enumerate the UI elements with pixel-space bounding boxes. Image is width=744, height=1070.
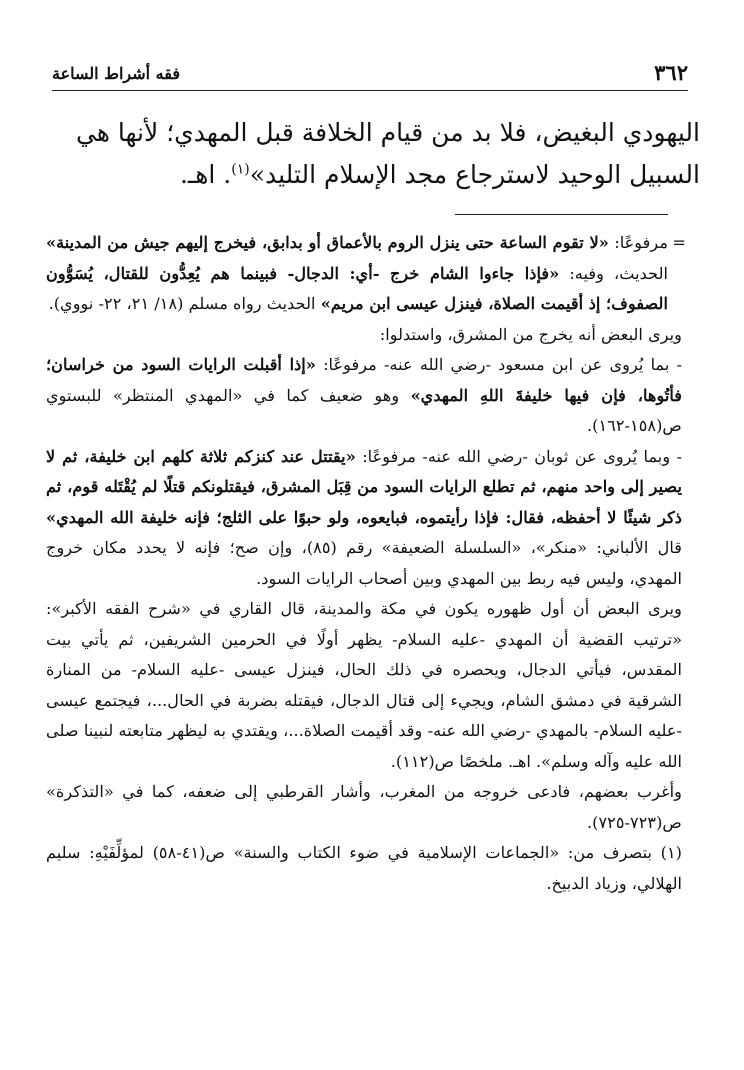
main-line-2	[70, 154, 700, 196]
note-text: وهو ضعيف كما في «المهدي المنتظر» للبستوي ص(١٥٨-١٦٢).	[46, 385, 682, 435]
running-title: فقه أشراط الساعة	[52, 64, 180, 83]
page-header	[52, 58, 688, 88]
note-paragraph-3	[46, 350, 682, 442]
page-number: ٣٦٢	[654, 60, 688, 85]
note-paragraph-6: وأغرب بعضهم، فادعى خروجه من المغرب، وأشار القرطبي إلى ضعفه، كما في «التذكرة» ص(٧٢٣-٧٢٥).	[46, 782, 682, 832]
note-paragraph-4	[46, 442, 682, 595]
note-text: - وبما يُروى عن ثوبان -رضي الله عنه- مرفوعًا:	[355, 446, 683, 466]
main-text	[70, 112, 700, 196]
footnotes	[46, 228, 686, 899]
main-line-2-end: . اهـ.	[179, 160, 232, 189]
main-line-1: اليهودي البغيض، فلا بد من قيام الخلافة قبل المهدي؛ لأنها هي	[75, 118, 700, 147]
note-paragraph-2: ويرى البعض أنه يخرج من المشرق، واستدلوا:	[379, 324, 682, 344]
footnote-separator	[455, 214, 668, 215]
footnote-1: (١) بتصرف من: «الجماعات الإسلامية في ضوء الكتاب والسنة» ص(٤١-٥٨) لمؤلِّفَيْهِ: سليم الهلالي، وزياد الدبيخ.	[46, 843, 682, 893]
note-paragraph-1	[46, 228, 686, 320]
hadith-text: «إذا أقبلت الرايات السود من خراسان؛ فأتُوها، فإن فيها خليفةَ اللهِ المهدي»	[46, 355, 682, 405]
note-text: الحديث رواه مسلم (١٨/ ٢١، ٢٢- نووي).	[48, 294, 321, 313]
hadith-text: «لا تقوم الساعة حتى ينزل الروم بالأعماق أو بدابق، فيخرج إليهم جيش من المدينة»	[46, 233, 609, 252]
note-text: قال الألباني: «منكر»، «السلسلة الضعيفة» رقم (٨٥)، وإن صح؛ فإنه لا يحدد مكان خروج المهدي، وليس فيه ربط بين المهدي وبين أصحاب الرايات السود.	[46, 538, 682, 588]
continuation-mark: =	[672, 233, 686, 252]
note-text: مرفوعًا:	[608, 233, 668, 252]
note-text: - بما يُروى عن ابن مسعود -رضي الله عنه- مرفوعًا:	[315, 355, 683, 374]
main-line-2-text: السبيل الوحيد لاسترجاع مجد الإسلام التليد»	[249, 160, 700, 189]
header-rule	[52, 90, 688, 91]
footnote-marker: (١)	[231, 161, 250, 178]
note-text: الحديث، وفيه:	[559, 263, 668, 283]
hadith-text: «فإذا جاءوا الشام خرج -أي: الدجال- فبينما هم يُعِدُّون للقتال، يُسَوُّون الصفوف؛ إذ أقيمت الصلاة، فينزل عيسى ابن مريم»	[46, 263, 668, 313]
hadith-text: «يقتتل عند كنزكم ثلاثة كلهم ابن خليفة، ثم لا يصير إلى واحد منهم، ثم تطلع الرايات السود من قِبَل المشرق، فيقتلونكم قتلًا لم يُقْتَله قوم، ثم ذكر شيئًا لا أحفظه، فقال: فإذا رأيتموه، فبايعوه، ولو حبوًا على الثلج؛ فإنه خليفة الله المهدي»	[46, 446, 682, 527]
note-paragraph-5: ويرى البعض أن أول ظهوره يكون في مكة والمدينة، قال القاري في «شرح الفقه الأكبر»: «ترتيب القضية أن المهدي -عليه السلام- يظهر أولًا في الحرمين الشريفين، ثم يأتي بيت المقدس، فيأتي الدجال، ويحصره في ذلك الحال، فينزل عيسى -عليه السلام- من المنارة الشرقية في دمشق الشام، ويجيء إلى قتال الدجال، فيقتله بضربة في الحال...، فيجتمع عيسى -عليه السلام- بالمهدي -رضي الله عنه- وقد أقيمت الصلاة...، ويقتدي به ليظهر متابعته لنبينا صلى الله عليه وآله وسلم». اهـ. ملخصًا ص(١١٢).	[46, 599, 682, 771]
